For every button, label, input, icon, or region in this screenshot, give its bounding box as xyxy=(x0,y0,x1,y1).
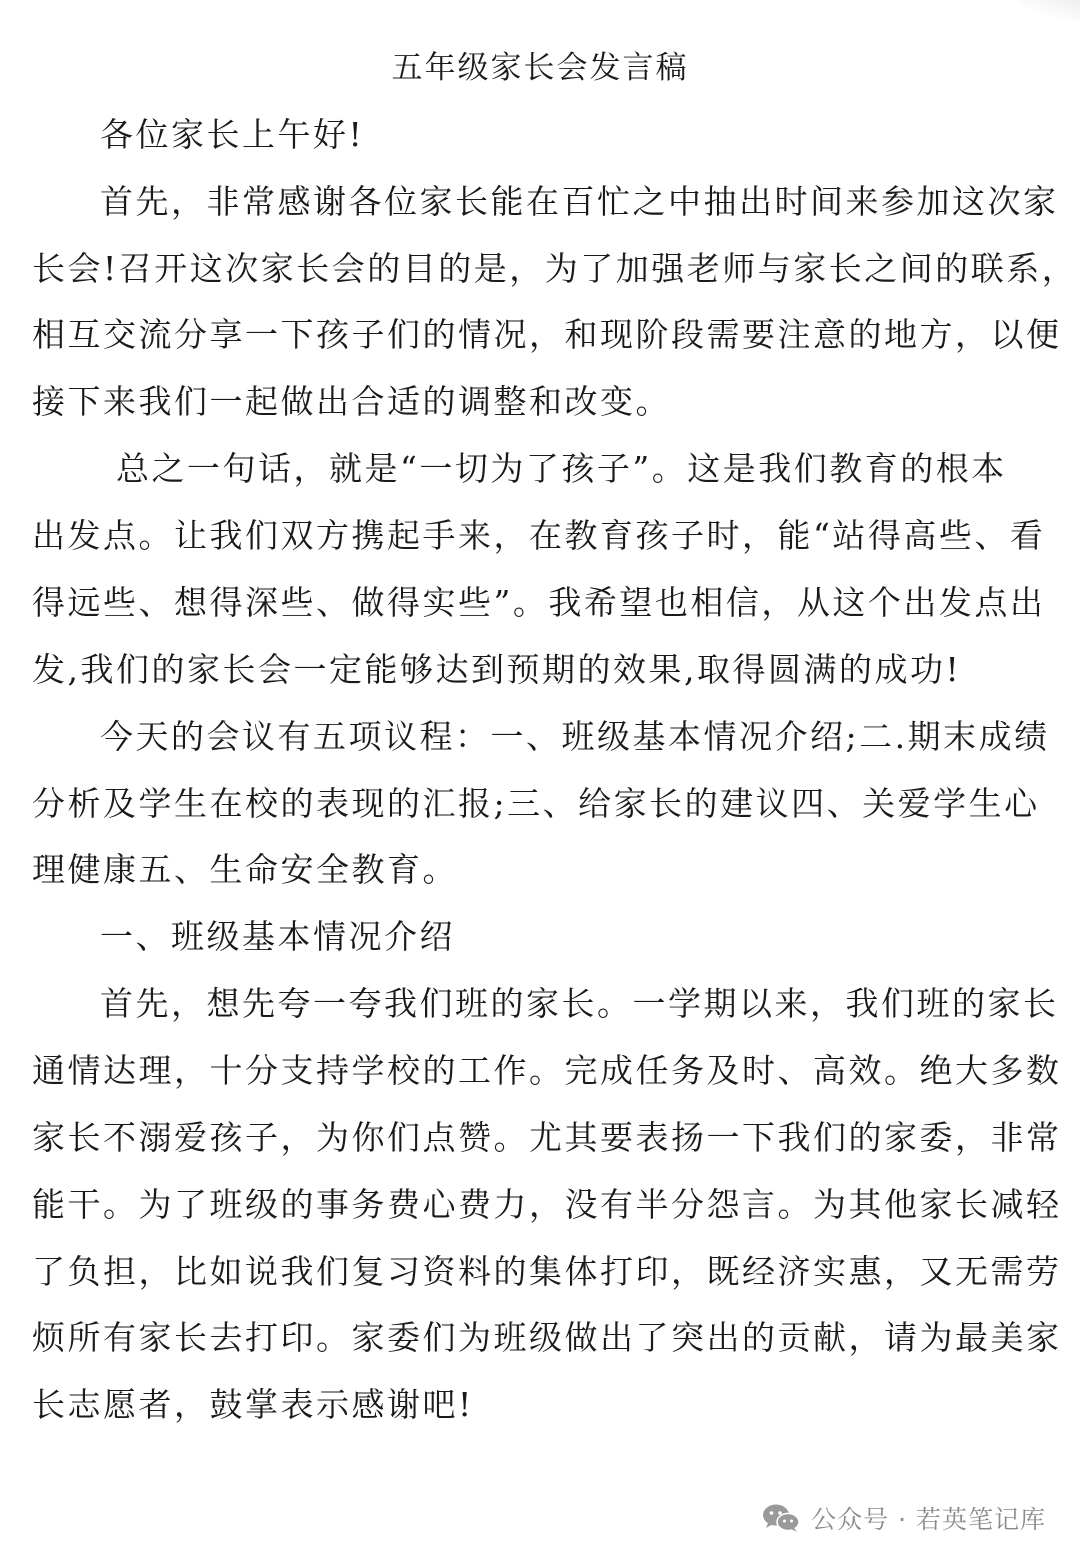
body-line: 长志愿者，鼓掌表示感谢吧! xyxy=(32,1385,474,1424)
watermark xyxy=(761,1498,1046,1538)
body-line: 总之一句话，就是“一切为了孩子”。这是我们教育的根本 xyxy=(116,449,1007,488)
body-line: 烦所有家长去打印。家委们为班级做出了突出的贡献，请为最美家 xyxy=(32,1318,1062,1357)
body-line: 接下来我们一起做出合适的调整和改变。 xyxy=(32,382,671,421)
body-line: 能干。为了班级的事务费心费力，没有半分怨言。为其他家长减轻 xyxy=(32,1185,1062,1224)
body-line: 出发点。让我们双方携起手来，在教育孩子时，能“站得高些、看 xyxy=(32,516,1046,555)
body-line: 理健康五、生命安全教育。 xyxy=(32,850,458,889)
body-line: 首先，想先夸一夸我们班的家长。一学期以来，我们班的家长 xyxy=(100,984,1059,1023)
body-line: 通情达理，十分支持学校的工作。完成任务及时、高效。绝大多数 xyxy=(32,1051,1062,1090)
page-corner-shade xyxy=(1020,0,1080,20)
body-line: 了负担，比如说我们复习资料的集体打印，既经济实惠，又无需劳 xyxy=(32,1252,1062,1291)
section-heading: 一、班级基本情况介绍 xyxy=(100,917,455,956)
watermark-text: 公众号 · 若英笔记库 xyxy=(811,1505,1046,1534)
body-line: 发,我们的家长会一定能够达到预期的效果,取得圆满的成功! xyxy=(32,650,962,689)
document-title: 五年级家长会发言稿 xyxy=(391,50,689,86)
body-line: 分析及学生在校的表现的汇报;三、给家长的建议四、关爱学生心 xyxy=(32,784,1040,823)
body-line: 长会!召开这次家长会的目的是，为了加强老师与家长之间的联系， xyxy=(32,249,1078,288)
body-line: 家长不溺爱孩子，为你们点赞。尤其要表扬一下我们的家委，非常 xyxy=(32,1118,1062,1157)
body-line: 首先，非常感谢各位家长能在百忙之中抽出时间来参加这次家 xyxy=(100,182,1059,221)
body-line: 今天的会议有五项议程：一、班级基本情况介绍;二.期末成绩 xyxy=(100,717,1050,756)
body-line: 各位家长上午好! xyxy=(100,115,365,154)
body-line: 得远些、想得深些、做得实些”。我希望也相信，从这个出发点出 xyxy=(32,583,1046,622)
body-line: 相互交流分享一下孩子们的情况，和现阶段需要注意的地方，以便 xyxy=(32,315,1062,354)
wechat-icon xyxy=(761,1502,801,1534)
